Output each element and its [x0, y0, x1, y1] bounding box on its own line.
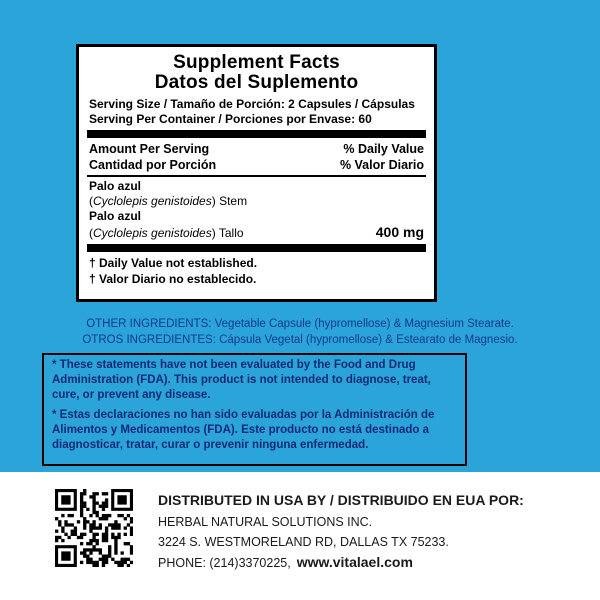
- ingredient-name-en: Palo azul: [89, 179, 142, 193]
- servings-per-container: Serving Per Container / Porciones por Envase: 60: [89, 112, 372, 126]
- amount-per-serving-label: Amount Per Serving: [89, 142, 210, 156]
- ingredient-name-es: Palo azul: [89, 209, 142, 223]
- distributor-address: 3224 S. WESTMORELAND RD, DALLAS TX 75233.: [158, 535, 449, 549]
- qr-code-icon[interactable]: [55, 489, 133, 567]
- ingredient-scientific-es: (Cyclolepis genistoides) Tallo: [89, 226, 244, 240]
- facts-title-en: Supplement Facts: [173, 52, 340, 73]
- other-ingredients: [0, 316, 600, 348]
- header-row-es: [89, 157, 424, 173]
- footnote-es: † Valor Diario no establecido.: [89, 272, 257, 286]
- supplement-facts-panel: [76, 44, 437, 302]
- cantidad-por-porcion-label: Cantidad por Porción: [89, 158, 217, 172]
- scientific-name-en: Cyclolepis genistoides: [93, 194, 212, 208]
- distributor-contact: [158, 552, 524, 573]
- header-row-en: [89, 141, 424, 157]
- thick-divider-bottom: [87, 244, 426, 252]
- thick-divider: [87, 130, 426, 138]
- disclaimer-es: * Estas declaraciones no han sido evaluadas por la Administración de Alimentos y Medicamentos (FDA). Este producto no está destinado a diagnosticar, tratar, curar o prevenir ninguna enfermedad.: [52, 409, 435, 451]
- distributor-info: [158, 490, 524, 573]
- thin-divider: [87, 175, 426, 177]
- ingredient-scientific-en: (Cyclolepis genistoides) Stem: [89, 194, 248, 208]
- footnote-en: † Daily Value not established.: [89, 256, 258, 270]
- facts-title-es: Datos del Suplemento: [154, 72, 359, 93]
- valor-diario-label: % Valor Diario: [339, 158, 424, 172]
- website-link[interactable]: www.vitalael.com: [296, 554, 413, 570]
- ingredient-amount-row: [89, 224, 424, 241]
- daily-value-label: % Daily Value: [343, 142, 424, 156]
- scientific-name-es: Cyclolepis genistoides: [93, 226, 212, 240]
- disclaimer-en: * These statements have not been evaluated by the Food and Drug Administration (FDA). This product is not intended to diagnose, treat, cure, or prevent any disease.: [52, 359, 431, 401]
- plant-part-en: Stem: [219, 194, 248, 208]
- ingredient-amount: 400 mg: [375, 224, 424, 240]
- distributor-phone: PHONE: (214)3370225,: [158, 556, 291, 570]
- serving-size: Serving Size / Tamaño de Porción: 2 Capsules / Cápsulas: [89, 97, 415, 111]
- distributor-company: HERBAL NATURAL SOLUTIONS INC.: [158, 515, 373, 529]
- plant-part-es: Tallo: [218, 226, 244, 240]
- fda-disclaimer-box: [42, 353, 467, 466]
- other-ingredients-en: OTHER INGREDIENTS: Vegetable Capsule (hypromellose) & Magnesium Stearate.: [86, 318, 514, 330]
- other-ingredients-es: OTROS INGREDIENTES: Cápsula Vegetal (hypromellose) & Estearato de Magnesio.: [82, 334, 518, 346]
- distributor-heading: DISTRIBUTED IN USA BY / DISTRIBUIDO EN EUA POR:: [158, 492, 524, 508]
